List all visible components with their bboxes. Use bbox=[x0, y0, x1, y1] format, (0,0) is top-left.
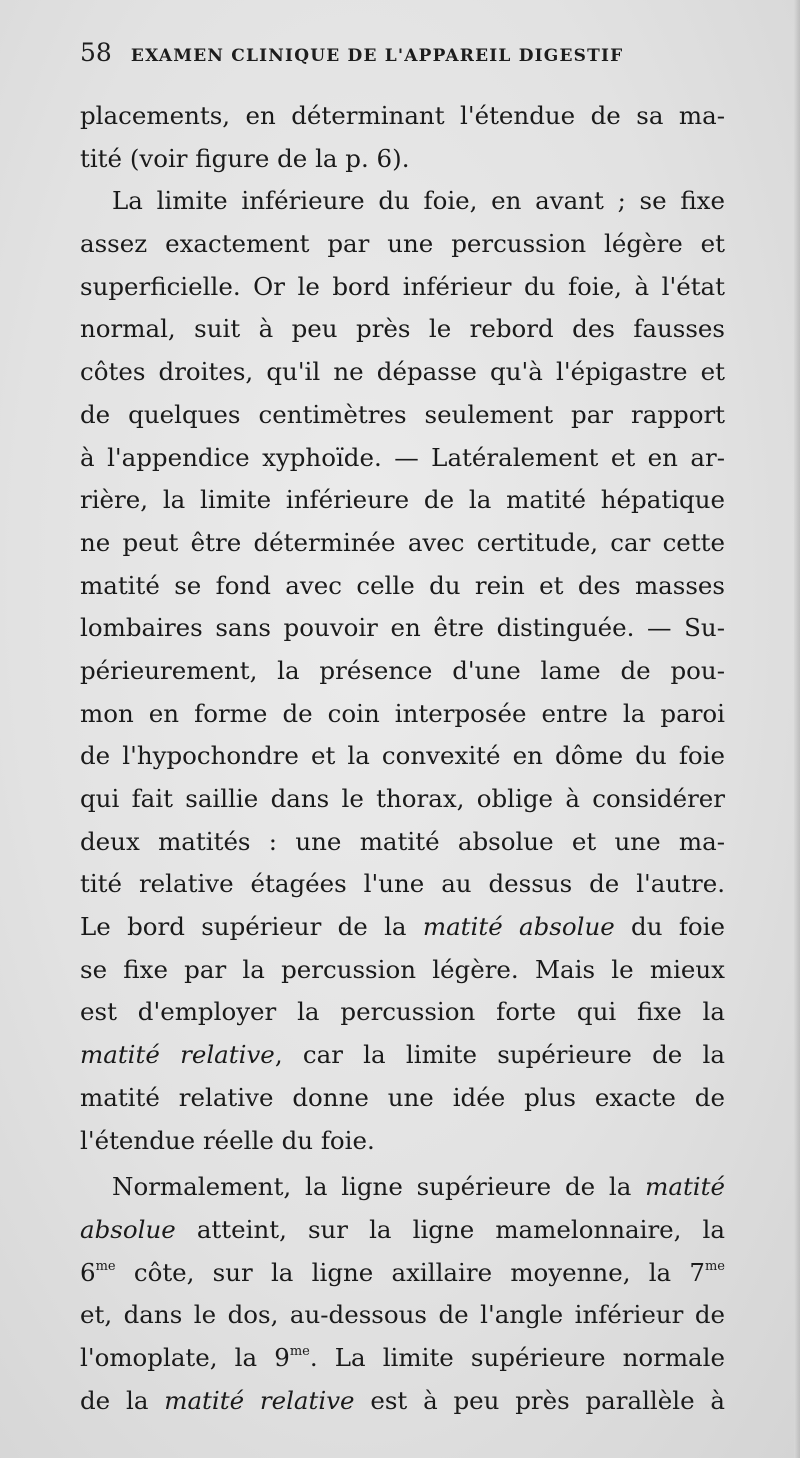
text-line: normal, suit à peu près le rebord des fausses bbox=[80, 314, 725, 344]
text-line: ne peut être déterminée avec certitude, car cette bbox=[80, 527, 725, 557]
text-line: tité relative étagées l'une au dessus de l'autre. bbox=[80, 869, 725, 899]
text-line: l'omoplate, la $9^{me}$. La limite supérieure normale bbox=[80, 1342, 725, 1372]
text-line: $6^{me}$ côte, sur la ligne axillaire moyenne, la $7^{me}$ bbox=[80, 1257, 725, 1287]
text-line: lombaires sans pouvoir en être distinguée. — Su- bbox=[80, 613, 725, 643]
text-line: rière, la limite inférieure de la matité hépatique bbox=[80, 485, 725, 515]
text-line: mon en forme de coin interposée entre la paroi bbox=[80, 698, 725, 728]
page-edge-shadow bbox=[794, 0, 800, 1458]
text-line: Normalement, la ligne supérieure de la matité bbox=[112, 1172, 725, 1202]
text-line: matité relative, car la limite supérieure de la bbox=[80, 1040, 725, 1070]
page-number: 58 bbox=[80, 38, 112, 67]
text-line: est d'employer la percussion forte qui fixe la bbox=[80, 997, 725, 1027]
text-line: et, dans le dos, au-dessous de l'angle inférieur de bbox=[80, 1300, 725, 1330]
italic-term: matité bbox=[645, 1172, 725, 1202]
italic-term: matité relative bbox=[80, 1040, 275, 1070]
text-line: se fixe par la percussion légère. Mais le mieux bbox=[80, 954, 725, 984]
text-line: de l'hypochondre et la convexité en dôme du foie bbox=[80, 741, 725, 771]
text-line: l'étendue réelle du foie. bbox=[80, 1125, 375, 1155]
running-title: EXAMEN CLINIQUE DE L'APPAREIL DIGESTIF bbox=[130, 46, 624, 66]
text-line: périeurement, la présence d'une lame de pou- bbox=[80, 655, 725, 685]
text-line: matité relative donne une idée plus exacte de bbox=[80, 1082, 725, 1112]
body-text bbox=[80, 95, 725, 1422]
text-line: deux matités : une matité absolue et une ma- bbox=[80, 826, 725, 856]
text-line: qui fait saillie dans le thorax, oblige à considérer bbox=[80, 784, 725, 813]
text-line: matité se fond avec celle du rein et des masses bbox=[80, 570, 725, 600]
italic-term: matité absolue bbox=[422, 912, 615, 942]
text-line: tité (voir figure de la p. 6). bbox=[80, 143, 410, 173]
italic-term: matité relative bbox=[164, 1385, 355, 1415]
text-line: absolue atteint, sur la ligne mamelonnaire, la bbox=[80, 1214, 725, 1244]
text-line: La limite inférieure du foie, en avant ; se fixe bbox=[112, 186, 725, 216]
text-line: de quelques centimètres seulement par rapport bbox=[80, 399, 725, 429]
text-line: superficielle. Or le bord inférieur du foie, à l'état bbox=[80, 271, 725, 301]
text-line: placements, en déterminant l'étendue de sa ma- bbox=[80, 101, 725, 130]
text-line: assez exactement par une percussion légère et bbox=[80, 229, 725, 259]
text-line: Le bord supérieur de la matité absolue du foie bbox=[80, 912, 725, 942]
text-line: de la matité relative est à peu près parallèle à bbox=[80, 1385, 726, 1415]
text-line: à l'appendice xyphoïde. — Latéralement et en ar- bbox=[80, 442, 725, 472]
text-line: côtes droites, qu'il ne dépasse qu'à l'épigastre et bbox=[80, 357, 725, 387]
italic-term: absolue bbox=[80, 1214, 176, 1244]
running-header bbox=[80, 38, 720, 67]
